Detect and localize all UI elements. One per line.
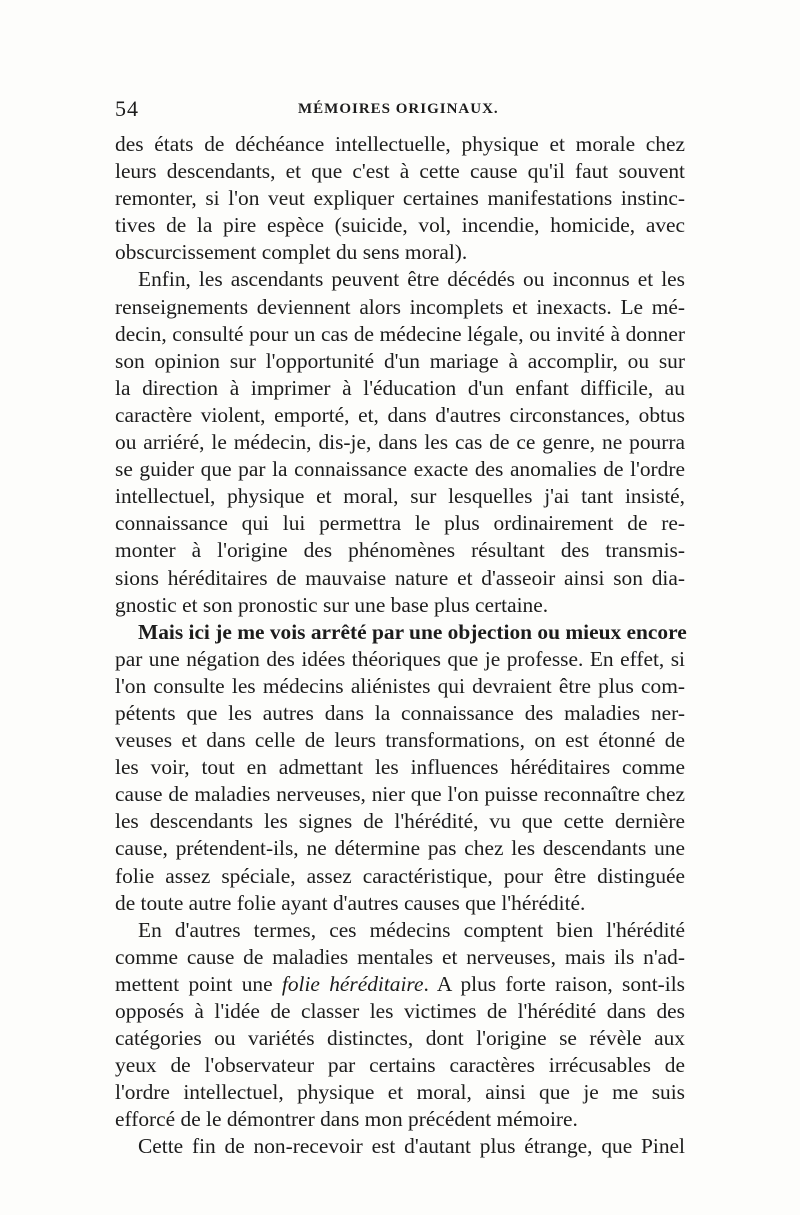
- text-line: Cette fin de non-recevoir est d'autant plus étrange, que Pinel: [138, 1134, 685, 1159]
- text-line: catégories ou variétés distinctes, dont l'origine se révèle aux: [115, 1026, 685, 1051]
- text-line: opposés à l'idée de classer les victimes de l'hérédité dans des: [115, 999, 685, 1023]
- page-header: [115, 96, 683, 126]
- text-line: comme cause de maladies mentales et nerveuses, mais ils n'ad-: [115, 944, 685, 969]
- text-line: veuses et dans celle de leurs transformations, on est étonné de: [115, 728, 685, 753]
- text-line: monter à l'origine des phénomènes résultant des transmis-: [115, 538, 685, 563]
- text-line: folie assez spéciale, assez caractéristique, pour être distinguée: [115, 863, 685, 888]
- text-line: se guider que par la connaissance exacte des anomalies de l'ordre: [115, 457, 685, 482]
- text-line: obscurcissement complet du sens moral).: [115, 240, 468, 265]
- text-line: de toute autre folie ayant d'autres causes que l'hérédité.: [115, 890, 586, 915]
- text-line: par une négation des idées théoriques que je professe. En effet, si: [115, 646, 685, 671]
- text-line: decin, consulté pour un cas de médecine légale, ou invité à donner: [115, 321, 685, 346]
- text-line: caractère violent, emporté, et, dans d'autres circonstances, obtus: [115, 402, 685, 427]
- text-line: des états de déchéance intellectuelle, physique et morale chez: [115, 132, 685, 156]
- text-line: connaissance qui lui permettra le plus ordinairement de re-: [115, 511, 685, 536]
- page-number: 54: [115, 96, 139, 121]
- body-text: [115, 131, 685, 1161]
- text-line: renseignements deviennent alors incomplets et inexacts. Le mé-: [115, 294, 685, 319]
- text-line: tives de la pire espèce (suicide, vol, incendie, homicide, avec: [115, 213, 685, 238]
- text-line: les descendants les signes de l'hérédité, vu que cette dernière: [115, 809, 685, 834]
- running-head: MÉMOIRES ORIGINAUX.: [298, 101, 499, 117]
- text-line: gnostic et son pronostic sur une base plus certaine.: [115, 592, 549, 617]
- text-line: Enfin, les ascendants peuvent être décédés ou inconnus et les: [138, 267, 685, 292]
- text-line: la direction à imprimer à l'éducation d'un enfant difficile, au: [115, 375, 685, 400]
- text-line: son opinion sur l'opportunité d'un mariage à accomplir, ou sur: [115, 348, 685, 373]
- text-line: l'on consulte les médecins aliénistes qui devraient être plus com-: [115, 673, 685, 698]
- emphasis: folie héréditaire: [281, 971, 424, 996]
- text-line: pétents que les autres dans la connaissance des maladies ner-: [115, 700, 685, 725]
- text-line: leurs descendants, et que c'est à cette cause qu'il faut souvent: [115, 159, 685, 184]
- text-line: l'ordre intellectuel, physique et moral, ainsi que je me suis: [115, 1080, 685, 1105]
- text-line: efforcé de le démontrer dans mon précédent mémoire.: [115, 1107, 578, 1132]
- text-line: cause de maladies nerveuses, nier que l'on puisse reconnaître chez: [115, 782, 685, 807]
- text-line: les voir, tout en admettant les influences héréditaires comme: [115, 755, 685, 780]
- text-line: cause, prétendent-ils, ne détermine pas chez les descendants une: [115, 836, 685, 861]
- text-line: ou arriéré, le médecin, dis-je, dans les cas de ce genre, ne pourra: [115, 430, 685, 455]
- text-line: remonter, si l'on veut expliquer certaines manifestations instinc-: [115, 186, 685, 211]
- text-line: yeux de l'observateur par certains caractères irrécusables de: [115, 1053, 685, 1078]
- text-line: sions héréditaires de mauvaise nature et d'asseoir ainsi son dia-: [115, 565, 685, 590]
- text-line: mettent point une folie héréditaire. A plus forte raison, sont-ils: [115, 971, 685, 996]
- text-line: En d'autres termes, ces médecins comptent bien l'hérédité: [138, 917, 685, 942]
- text-line: Mais ici je me vois arrêté par une objection ou mieux encore: [138, 619, 687, 644]
- text-line: intellectuel, physique et moral, sur lesquelles j'ai tant insisté,: [115, 484, 685, 509]
